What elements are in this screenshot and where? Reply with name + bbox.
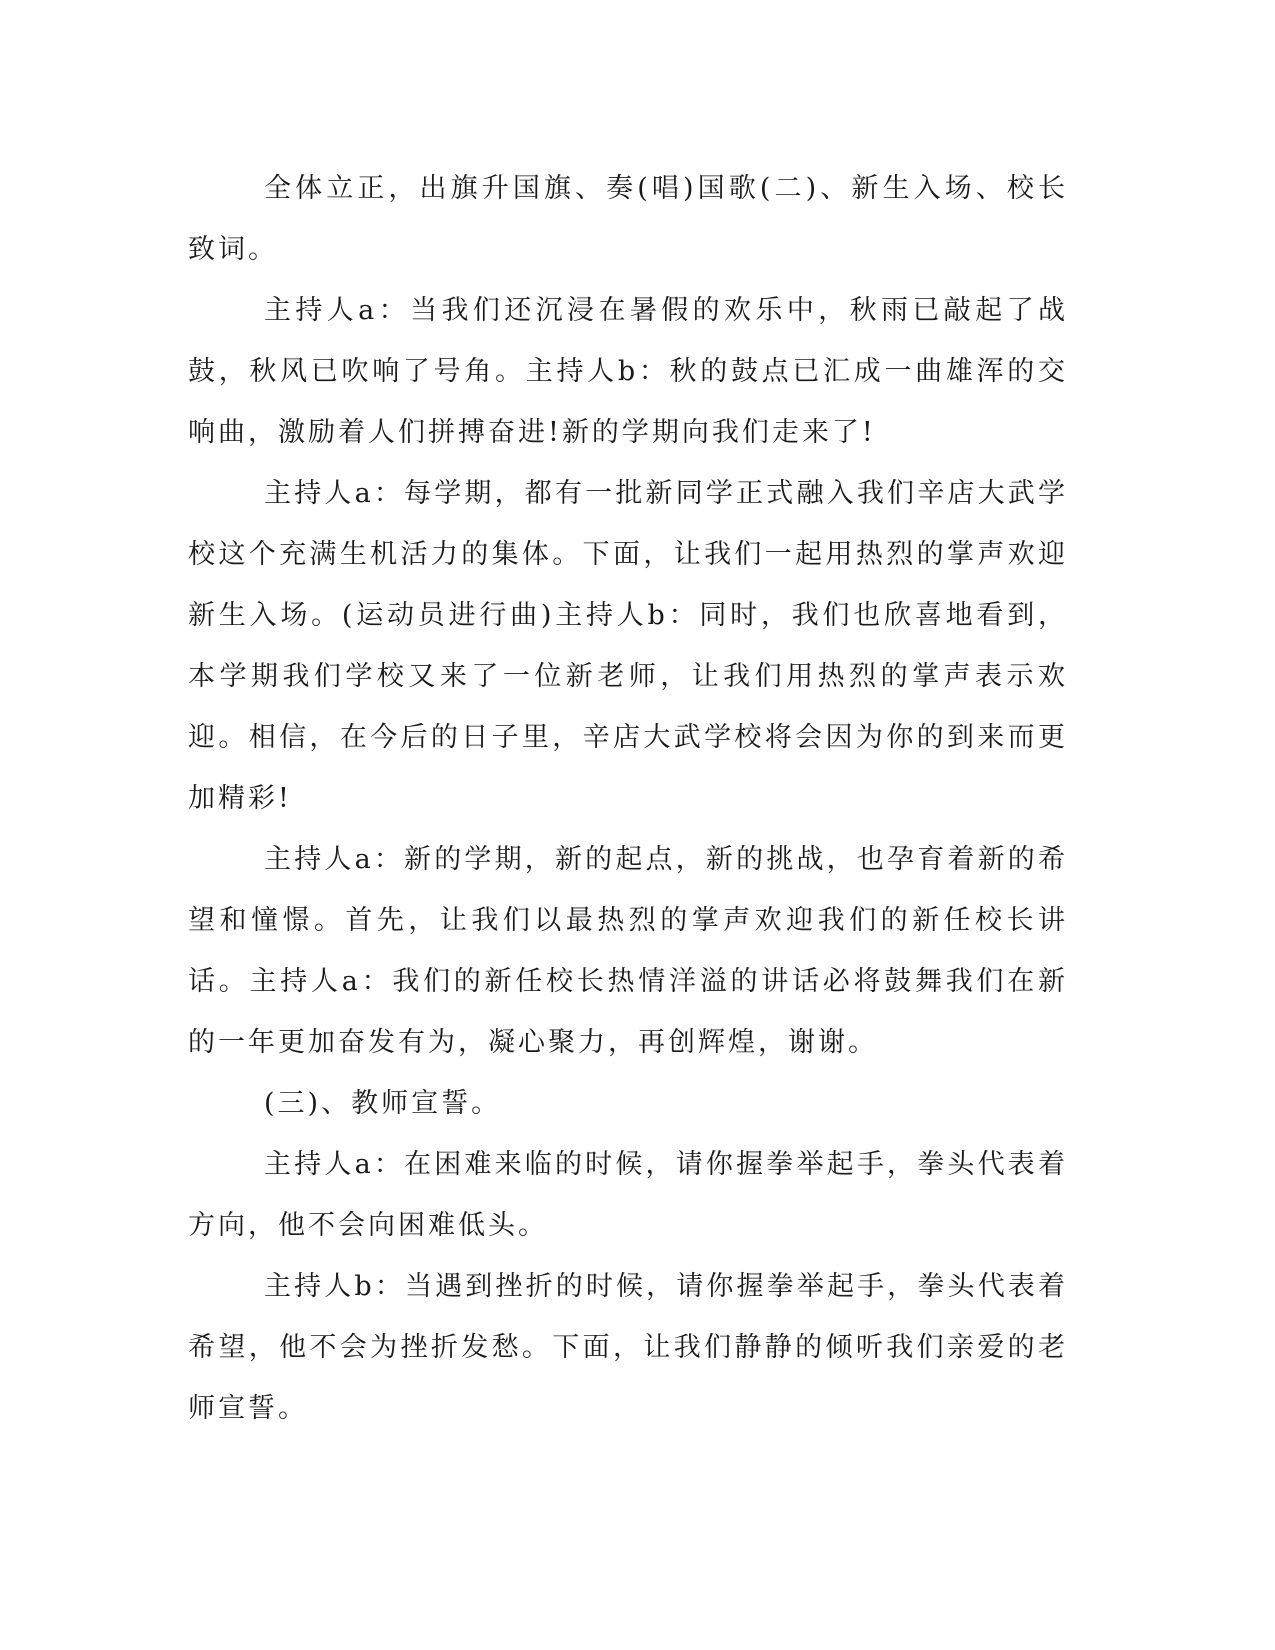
document-body: [188, 158, 1068, 1439]
paragraph-opening-ceremony: 全体立正，出旗升国旗、奏(唱)国歌(二)、新生入场、校长致词。: [188, 173, 1068, 265]
paragraph-host-a-oath: 主持人a：在困难来临的时候，请你握拳举起手，拳头代表着方向，他不会向困难低头。: [188, 1149, 1068, 1241]
paragraph-host-b-oath: 主持人b：当遇到挫折的时候，请你握拳举起手，拳头代表着希望，他不会为挫折发愁。下面，让我们静静的倾听我们亲爱的老师宣誓。: [188, 1271, 1068, 1424]
paragraph-principal-speech: 主持人a：新的学期，新的起点，新的挑战，也孕育着新的希望和憧憬。首先，让我们以最热烈的掌声欢迎我们的新任校长讲话。主持人a：我们的新任校长热情洋溢的讲话必将鼓舞我们在新的一年更加奋发有为，凝心聚力，再创辉煌，谢谢。: [188, 844, 1068, 1058]
paragraph-new-students: 主持人a：每学期，都有一批新同学正式融入我们辛店大武学校这个充满生机活力的集体。下面，让我们一起用热烈的掌声欢迎新生入场。(运动员进行曲)主持人b：同时，我们也欣喜地看到，本学期我们学校又来了一位新老师，让我们用热烈的掌声表示欢迎。相信，在今后的日子里，辛店大武学校将会因为你的到来而更加精彩!: [188, 478, 1068, 814]
paragraph-teacher-oath-heading: (三)、教师宣誓。: [264, 1088, 502, 1119]
paragraph-autumn-intro: 主持人a：当我们还沉浸在暑假的欢乐中，秋雨已敲起了战鼓，秋风已吹响了号角。主持人b：秋的鼓点已汇成一曲雄浑的交响曲，激励着人们拼搏奋进!新的学期向我们走来了!: [188, 295, 1068, 448]
